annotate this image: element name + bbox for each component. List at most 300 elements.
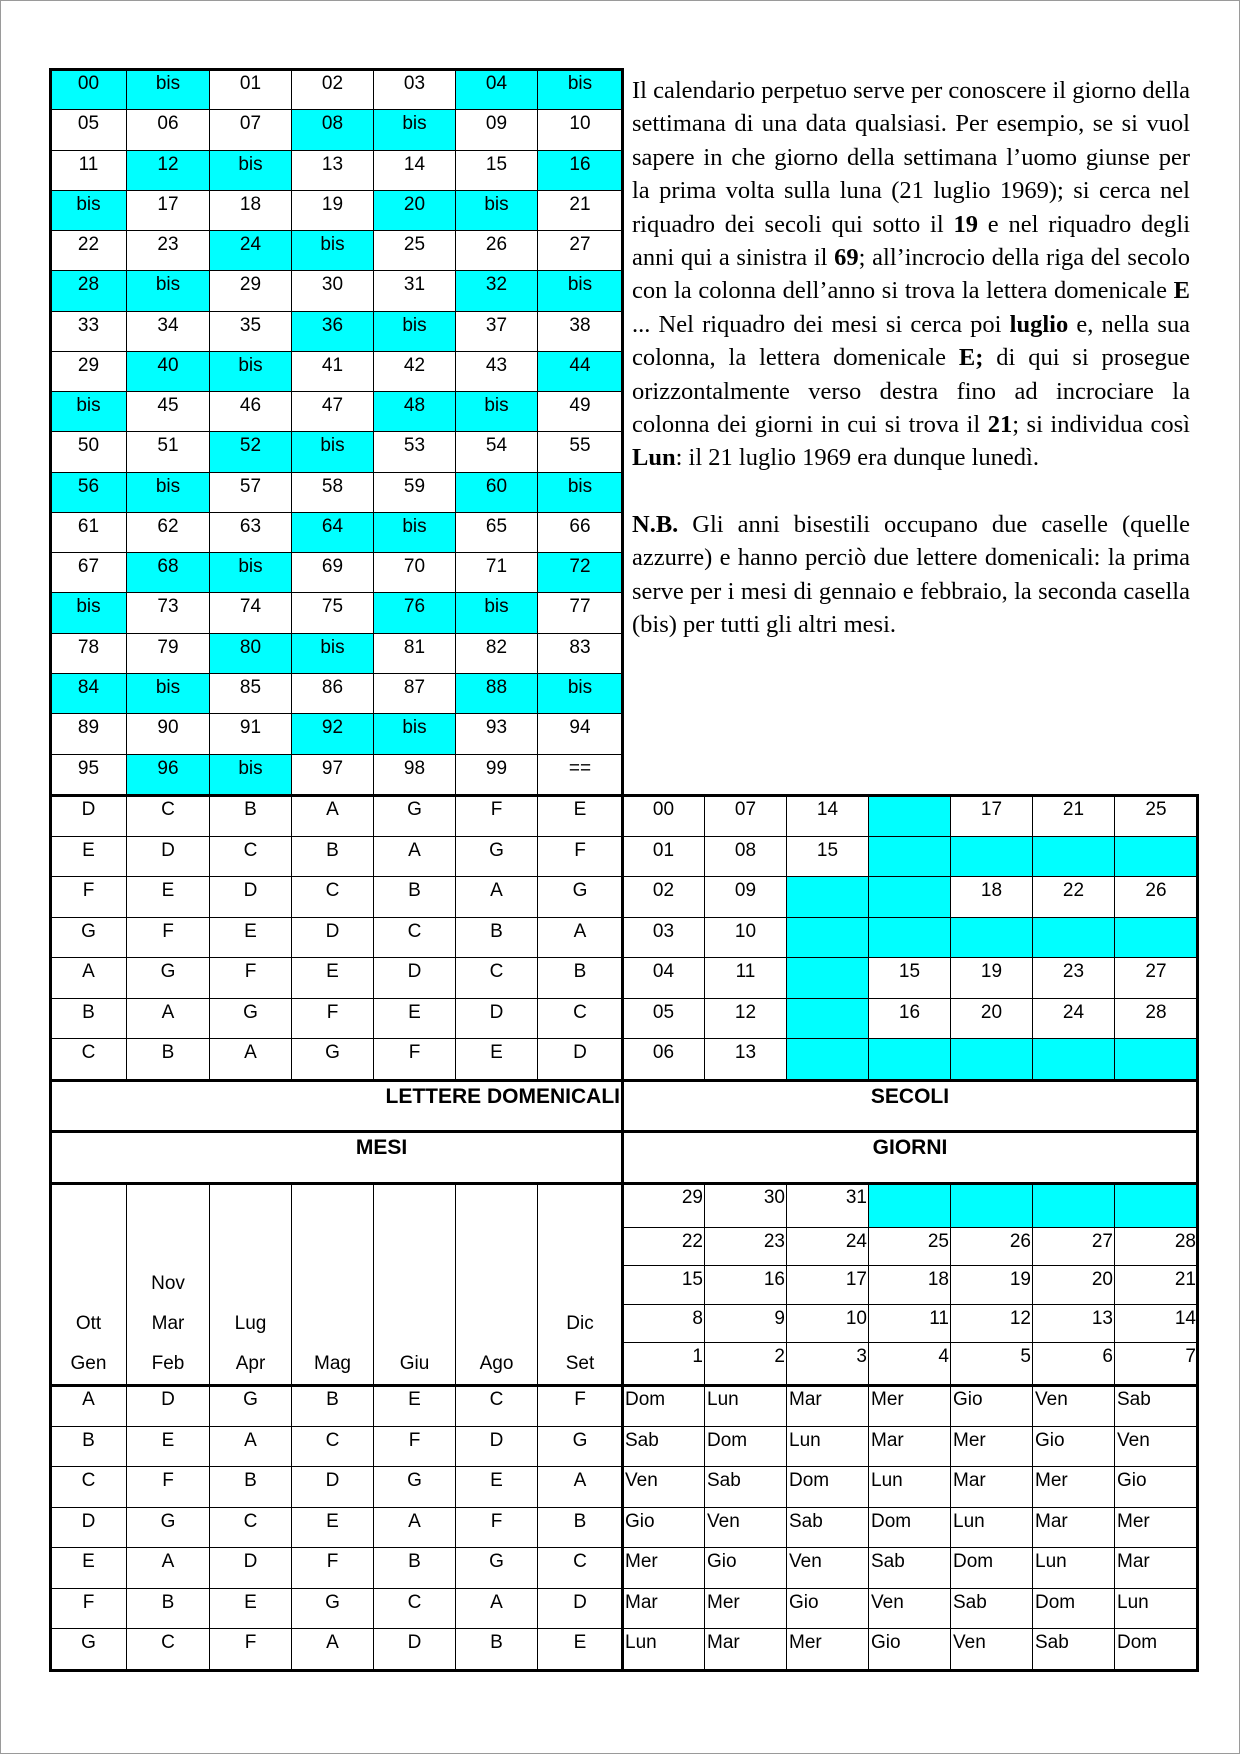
- dominical-letter-cell: A: [456, 877, 538, 918]
- year-cell: 30: [292, 271, 374, 311]
- century-cell: [951, 1039, 1033, 1080]
- year-cell: 10: [538, 110, 623, 150]
- century-cell: [869, 1039, 951, 1080]
- weekday-cell: Mer: [705, 1588, 787, 1629]
- weekday-cell: Lun: [869, 1467, 951, 1508]
- century-cell: 05: [623, 998, 705, 1039]
- text-run: ; all’incrocio della riga del secolo con la colonna dell’anno si trova la lettera domenicale: [632, 244, 1191, 305]
- month-letter-cell: B: [374, 1548, 456, 1589]
- text-run: ; si individua così: [1012, 411, 1190, 439]
- day-cell: 14: [1115, 1304, 1198, 1342]
- century-cell: 16: [869, 998, 951, 1039]
- dominical-letter-cell: B: [292, 836, 374, 877]
- month-column-header: [210, 1184, 292, 1386]
- dominical-letter-cell: A: [210, 1039, 292, 1080]
- century-cell: 08: [705, 836, 787, 877]
- bold-run: N.B.: [632, 510, 679, 538]
- year-cell: 59: [374, 472, 456, 512]
- dominical-letter-cell: F: [374, 1039, 456, 1080]
- table-row: [51, 958, 623, 999]
- year-cell: 87: [374, 673, 456, 713]
- dominical-letter-cell: G: [127, 958, 210, 999]
- month-letter-cell: G: [292, 1588, 374, 1629]
- day-cell: 16: [705, 1266, 787, 1304]
- month-letter-cell: G: [51, 1629, 127, 1670]
- weekday-cell: Mer: [869, 1386, 951, 1427]
- year-cell: 85: [210, 673, 292, 713]
- century-cell: 25: [1115, 796, 1198, 837]
- day-cell: 28: [1115, 1227, 1198, 1265]
- year-cell: 06: [127, 110, 210, 150]
- century-cell: 13: [705, 1039, 787, 1080]
- day-cell: 27: [1033, 1227, 1115, 1265]
- bold-run: Lun: [632, 444, 676, 472]
- table-row: [623, 1227, 1198, 1265]
- century-cell: 28: [1115, 998, 1198, 1039]
- month-letter-cell: F: [292, 1548, 374, 1589]
- dominical-letter-cell: E: [456, 1039, 538, 1080]
- century-cell: 19: [951, 958, 1033, 999]
- year-cell: bis: [210, 351, 292, 391]
- weekday-cell: Sab: [869, 1548, 951, 1589]
- year-cell: 75: [292, 593, 374, 633]
- month-letter-cell: D: [210, 1548, 292, 1589]
- century-cell: [869, 796, 951, 837]
- table-row: [51, 998, 623, 1039]
- year-cell: 93: [456, 714, 538, 754]
- month-letter-cell: D: [51, 1507, 127, 1548]
- table-row: [51, 1426, 623, 1467]
- century-cell: 03: [623, 917, 705, 958]
- weekday-cell: Mer: [1033, 1467, 1115, 1508]
- century-cell: [787, 958, 869, 999]
- month-letter-cell: E: [456, 1467, 538, 1508]
- century-cell: [1033, 836, 1115, 877]
- century-cell: 23: [1033, 958, 1115, 999]
- month-column-header: [456, 1184, 538, 1386]
- month-letter-cell: F: [374, 1426, 456, 1467]
- dominical-letter-cell: B: [456, 917, 538, 958]
- year-cell: bis: [538, 70, 623, 110]
- year-cell: 04: [456, 70, 538, 110]
- weekday-cell: Mer: [623, 1548, 705, 1589]
- year-cell: bis: [292, 231, 374, 271]
- secoli-label: SECOLI: [623, 1081, 1198, 1132]
- century-cell: 17: [951, 796, 1033, 837]
- year-cell: 91: [210, 714, 292, 754]
- dominical-letter-cell: A: [127, 998, 210, 1039]
- table-row: [623, 877, 1198, 918]
- year-cell: bis: [127, 472, 210, 512]
- year-cell: 98: [374, 754, 456, 794]
- month-letter-cell: G: [374, 1467, 456, 1508]
- month-letter-cell: E: [51, 1548, 127, 1589]
- dominical-letter-cell: B: [374, 877, 456, 918]
- weekday-cell: Gio: [1033, 1426, 1115, 1467]
- month-letter-cell: C: [127, 1629, 210, 1670]
- dominical-letter-cell: D: [456, 998, 538, 1039]
- weekday-cell: Dom: [1115, 1629, 1198, 1670]
- year-cell: 78: [51, 633, 127, 673]
- year-cell: 84: [51, 673, 127, 713]
- table-row: [623, 1184, 1198, 1228]
- century-cell: [787, 1039, 869, 1080]
- year-cell: 25: [374, 231, 456, 271]
- month-letter-cell: A: [210, 1426, 292, 1467]
- day-cell: 12: [951, 1304, 1033, 1342]
- dominical-letter-cell: E: [538, 796, 623, 837]
- dominical-letter-cell: E: [51, 836, 127, 877]
- table-row: [51, 1386, 623, 1427]
- day-cell: 9: [705, 1304, 787, 1342]
- table-row: [51, 1039, 623, 1080]
- text-run: di qui si prosegue orizzontalmente verso destra fino ad incrociare la colonna dei giorni in cui si trova il: [632, 344, 1190, 439]
- weekday-cell: Sab: [705, 1467, 787, 1508]
- day-cell: 4: [869, 1343, 951, 1385]
- year-cell: 52: [210, 432, 292, 472]
- day-cell: 19: [951, 1266, 1033, 1304]
- dominical-letter-cell: F: [456, 796, 538, 837]
- month-letter-cell: A: [51, 1386, 127, 1427]
- year-cell: 35: [210, 311, 292, 351]
- note-paragraph: [632, 508, 1190, 642]
- century-cell: 09: [705, 877, 787, 918]
- year-cell: bis: [456, 190, 538, 230]
- bold-run: luglio: [1009, 310, 1069, 338]
- table-row: [51, 351, 623, 391]
- weekday-cell: Ven: [705, 1507, 787, 1548]
- day-cell: 6: [1033, 1343, 1115, 1385]
- century-cell: 18: [951, 877, 1033, 918]
- day-cell: 5: [951, 1343, 1033, 1385]
- dominical-letter-cell: D: [292, 917, 374, 958]
- century-cell: 00: [623, 796, 705, 837]
- weekday-cell: Mar: [705, 1629, 787, 1670]
- year-cell: 43: [456, 351, 538, 391]
- month-letter-cell: E: [210, 1588, 292, 1629]
- weekday-cell: Lun: [951, 1507, 1033, 1548]
- century-cell: [787, 998, 869, 1039]
- dominical-letter-cell: A: [374, 836, 456, 877]
- year-cell: 81: [374, 633, 456, 673]
- explanation-text: [632, 74, 1190, 642]
- bold-run: 21: [987, 411, 1013, 439]
- dominical-letter-cell: G: [292, 1039, 374, 1080]
- weekday-cell: Dom: [869, 1507, 951, 1548]
- dominical-letter-cell: E: [292, 958, 374, 999]
- month-letter-cell: D: [538, 1588, 623, 1629]
- year-cell: 70: [374, 553, 456, 593]
- month-letter-cell: D: [127, 1386, 210, 1427]
- month-name: Mag: [314, 1353, 351, 1374]
- dominical-letter-cell: B: [51, 998, 127, 1039]
- table-row: [51, 231, 623, 271]
- month-letter-cell: E: [292, 1507, 374, 1548]
- table-row: [51, 633, 623, 673]
- year-cell: 77: [538, 593, 623, 633]
- dominical-letter-cell: C: [210, 836, 292, 877]
- day-cell: 22: [623, 1227, 705, 1265]
- month-letter-cell: C: [538, 1548, 623, 1589]
- year-cell: 27: [538, 231, 623, 271]
- weekday-cell: Mar: [1115, 1548, 1198, 1589]
- instructions-paragraph: [632, 74, 1190, 475]
- day-cell: 15: [623, 1266, 705, 1304]
- year-cell: 02: [292, 70, 374, 110]
- month-letter-cell: F: [127, 1467, 210, 1508]
- century-cell: 14: [787, 796, 869, 837]
- month-letter-cell: C: [51, 1467, 127, 1508]
- day-cell: 1: [623, 1343, 705, 1385]
- century-cell: 04: [623, 958, 705, 999]
- year-cell: 15: [456, 150, 538, 190]
- text-run: e, nella sua colonna, la lettera domenicale: [632, 310, 1190, 372]
- weekday-cell: Dom: [787, 1467, 869, 1508]
- month-letter-cell: E: [538, 1629, 623, 1670]
- dominical-letter-cell: F: [210, 958, 292, 999]
- table-row: [623, 1343, 1198, 1385]
- year-cell: 36: [292, 311, 374, 351]
- year-cell: 05: [51, 110, 127, 150]
- year-cell: bis: [456, 593, 538, 633]
- table-row: [623, 1426, 1198, 1467]
- month-name: Nov: [151, 1273, 185, 1294]
- table-row: [51, 150, 623, 190]
- year-cell: 61: [51, 512, 127, 552]
- century-cell: [1033, 1039, 1115, 1080]
- weekday-cell: Lun: [705, 1386, 787, 1427]
- month-letter-cell: C: [374, 1588, 456, 1629]
- dominical-letter-cell: G: [210, 998, 292, 1039]
- century-cell: 22: [1033, 877, 1115, 918]
- day-cell: [1115, 1184, 1198, 1228]
- table-row: [51, 1588, 623, 1629]
- century-cell: 02: [623, 877, 705, 918]
- year-cell: bis: [292, 432, 374, 472]
- month-column-header: [374, 1184, 456, 1386]
- bold-run: E: [1173, 277, 1190, 305]
- month-letter-cell: C: [292, 1426, 374, 1467]
- year-cell: bis: [51, 593, 127, 633]
- year-cell: 16: [538, 150, 623, 190]
- dominical-letter-cell: B: [210, 796, 292, 837]
- year-cell: 97: [292, 754, 374, 794]
- century-cell: [1115, 1039, 1198, 1080]
- year-cell: 29: [51, 351, 127, 391]
- weekday-cell: Lun: [623, 1629, 705, 1670]
- day-cell: 24: [787, 1227, 869, 1265]
- weekday-cell: Mar: [951, 1467, 1033, 1508]
- century-cell: [787, 877, 869, 918]
- table-row: [51, 1467, 623, 1508]
- century-cell: 27: [1115, 958, 1198, 999]
- year-cell: 76: [374, 593, 456, 633]
- year-cell: 69: [292, 553, 374, 593]
- year-cell: 29: [210, 271, 292, 311]
- month-letter-cell: A: [374, 1507, 456, 1548]
- year-cell: bis: [538, 673, 623, 713]
- table-row: [623, 958, 1198, 999]
- weekday-cell: Mar: [787, 1386, 869, 1427]
- weekday-cell: Mer: [951, 1426, 1033, 1467]
- dominical-letter-cell: E: [127, 877, 210, 918]
- month-name: Lug: [234, 1313, 267, 1334]
- months-table: [50, 1183, 623, 1386]
- month-name: Feb: [151, 1353, 185, 1374]
- table-row: [623, 1304, 1198, 1342]
- table-row: [51, 392, 623, 432]
- dominical-letter-cell: C: [374, 917, 456, 958]
- year-cell: bis: [538, 271, 623, 311]
- weekday-cell: Ven: [787, 1548, 869, 1589]
- table-row: [51, 70, 623, 110]
- year-cell: 50: [51, 432, 127, 472]
- year-cell: 12: [127, 150, 210, 190]
- year-cell: 18: [210, 190, 292, 230]
- month-column-header: [538, 1184, 623, 1386]
- month-name: Gen: [70, 1353, 107, 1374]
- dominical-letter-cell: D: [374, 958, 456, 999]
- year-cell: 07: [210, 110, 292, 150]
- weekday-cell: Mer: [787, 1629, 869, 1670]
- dominical-letter-cell: B: [538, 958, 623, 999]
- table-row: [51, 917, 623, 958]
- dominical-letter-cell: A: [51, 958, 127, 999]
- table-row: [51, 836, 623, 877]
- year-cell: 54: [456, 432, 538, 472]
- year-cell: 57: [210, 472, 292, 512]
- dominical-letter-cell: F: [538, 836, 623, 877]
- year-cell: 32: [456, 271, 538, 311]
- year-cell: 19: [292, 190, 374, 230]
- table-row: [623, 836, 1198, 877]
- year-cell: bis: [51, 190, 127, 230]
- year-cell: bis: [127, 271, 210, 311]
- lettere-domenicali-label: LETTERE DOMENICALI: [51, 1081, 623, 1132]
- year-cell: 73: [127, 593, 210, 633]
- dominical-letter-cell: F: [127, 917, 210, 958]
- century-cell: 01: [623, 836, 705, 877]
- month-name: Apr: [235, 1353, 266, 1374]
- year-cell: bis: [51, 392, 127, 432]
- year-cell: 23: [127, 231, 210, 271]
- dominical-letter-cell: E: [374, 998, 456, 1039]
- year-cell: 83: [538, 633, 623, 673]
- text-run: Gli anni bisestili occupano due caselle (quelle azzurre) e hanno perciò due lettere domenicali: la prima serve per i mesi di gennaio e febbraio, la seconda casella (bis) per tutti gli altri mesi.: [632, 510, 1190, 639]
- weekdays-table: [622, 1385, 1198, 1670]
- weekday-cell: Mar: [1033, 1507, 1115, 1548]
- year-cell: 72: [538, 553, 623, 593]
- day-cell: 23: [705, 1227, 787, 1265]
- month-letter-cell: G: [127, 1507, 210, 1548]
- table-row: [51, 1629, 623, 1670]
- weekday-cell: Mer: [1115, 1507, 1198, 1548]
- month-letter-cell: F: [538, 1386, 623, 1427]
- weekday-cell: Ven: [951, 1629, 1033, 1670]
- giorni-label: GIORNI: [623, 1132, 1198, 1184]
- weekday-cell: Sab: [623, 1426, 705, 1467]
- year-cell: 38: [538, 311, 623, 351]
- month-column-header: [127, 1184, 210, 1386]
- month-name: Set: [565, 1353, 595, 1374]
- dominical-letter-cell: C: [456, 958, 538, 999]
- year-cell: 88: [456, 673, 538, 713]
- year-cell: 82: [456, 633, 538, 673]
- mesi-label: MESI: [51, 1132, 623, 1184]
- month-letter-cell: G: [210, 1386, 292, 1427]
- century-cell: [951, 917, 1033, 958]
- weekday-cell: Sab: [1115, 1386, 1198, 1427]
- weekday-cell: Dom: [1033, 1588, 1115, 1629]
- dominical-letter-cell: E: [210, 917, 292, 958]
- year-cell: 89: [51, 714, 127, 754]
- year-cell: 86: [292, 673, 374, 713]
- month-letter-cell: F: [456, 1507, 538, 1548]
- dominical-letter-cell: D: [538, 1039, 623, 1080]
- year-cell: 17: [127, 190, 210, 230]
- century-cell: 07: [705, 796, 787, 837]
- weekday-cell: Gio: [1115, 1467, 1198, 1508]
- table-row: [51, 311, 623, 351]
- day-cell: [951, 1184, 1033, 1228]
- century-cell: [869, 877, 951, 918]
- century-cell: 21: [1033, 796, 1115, 837]
- year-cell: bis: [538, 472, 623, 512]
- table-row: [51, 796, 623, 837]
- month-letter-cell: F: [210, 1629, 292, 1670]
- month-letter-cell: B: [127, 1588, 210, 1629]
- dominical-letter-cell: C: [292, 877, 374, 918]
- month-letter-cell: G: [456, 1548, 538, 1589]
- table-row: [623, 1548, 1198, 1589]
- year-cell: 09: [456, 110, 538, 150]
- month-letter-cell: D: [456, 1426, 538, 1467]
- weekday-cell: Ven: [869, 1588, 951, 1629]
- dominical-letter-cell: G: [374, 796, 456, 837]
- month-letter-cell: G: [538, 1426, 623, 1467]
- table-row: [51, 1507, 623, 1548]
- year-cell: 64: [292, 512, 374, 552]
- dominical-letter-cell: C: [51, 1039, 127, 1080]
- weekday-cell: Dom: [951, 1548, 1033, 1589]
- table-row: [623, 1386, 1198, 1427]
- century-cell: 06: [623, 1039, 705, 1080]
- month-name: Ago: [479, 1353, 514, 1374]
- year-cell: 46: [210, 392, 292, 432]
- dominical-letter-cell: F: [51, 877, 127, 918]
- year-cell: bis: [127, 70, 210, 110]
- century-cell: [1115, 917, 1198, 958]
- table-row: [51, 1548, 623, 1589]
- year-cell: 40: [127, 351, 210, 391]
- year-cell: bis: [374, 311, 456, 351]
- month-letter-cell: A: [456, 1588, 538, 1629]
- month-letter-cell: B: [456, 1629, 538, 1670]
- century-cell: [869, 917, 951, 958]
- bold-run: 69: [834, 244, 859, 272]
- day-cell: 11: [869, 1304, 951, 1342]
- year-cell: bis: [374, 512, 456, 552]
- dominical-letter-cell: B: [127, 1039, 210, 1080]
- year-cell: bis: [210, 150, 292, 190]
- weekday-cell: Lun: [787, 1426, 869, 1467]
- month-letters-table: [50, 1385, 623, 1670]
- month-name: Ott: [75, 1313, 102, 1334]
- dominical-letter-cell: F: [292, 998, 374, 1039]
- weekday-cell: Ven: [1033, 1386, 1115, 1427]
- weekday-cell: Dom: [623, 1386, 705, 1427]
- year-cell: 99: [456, 754, 538, 794]
